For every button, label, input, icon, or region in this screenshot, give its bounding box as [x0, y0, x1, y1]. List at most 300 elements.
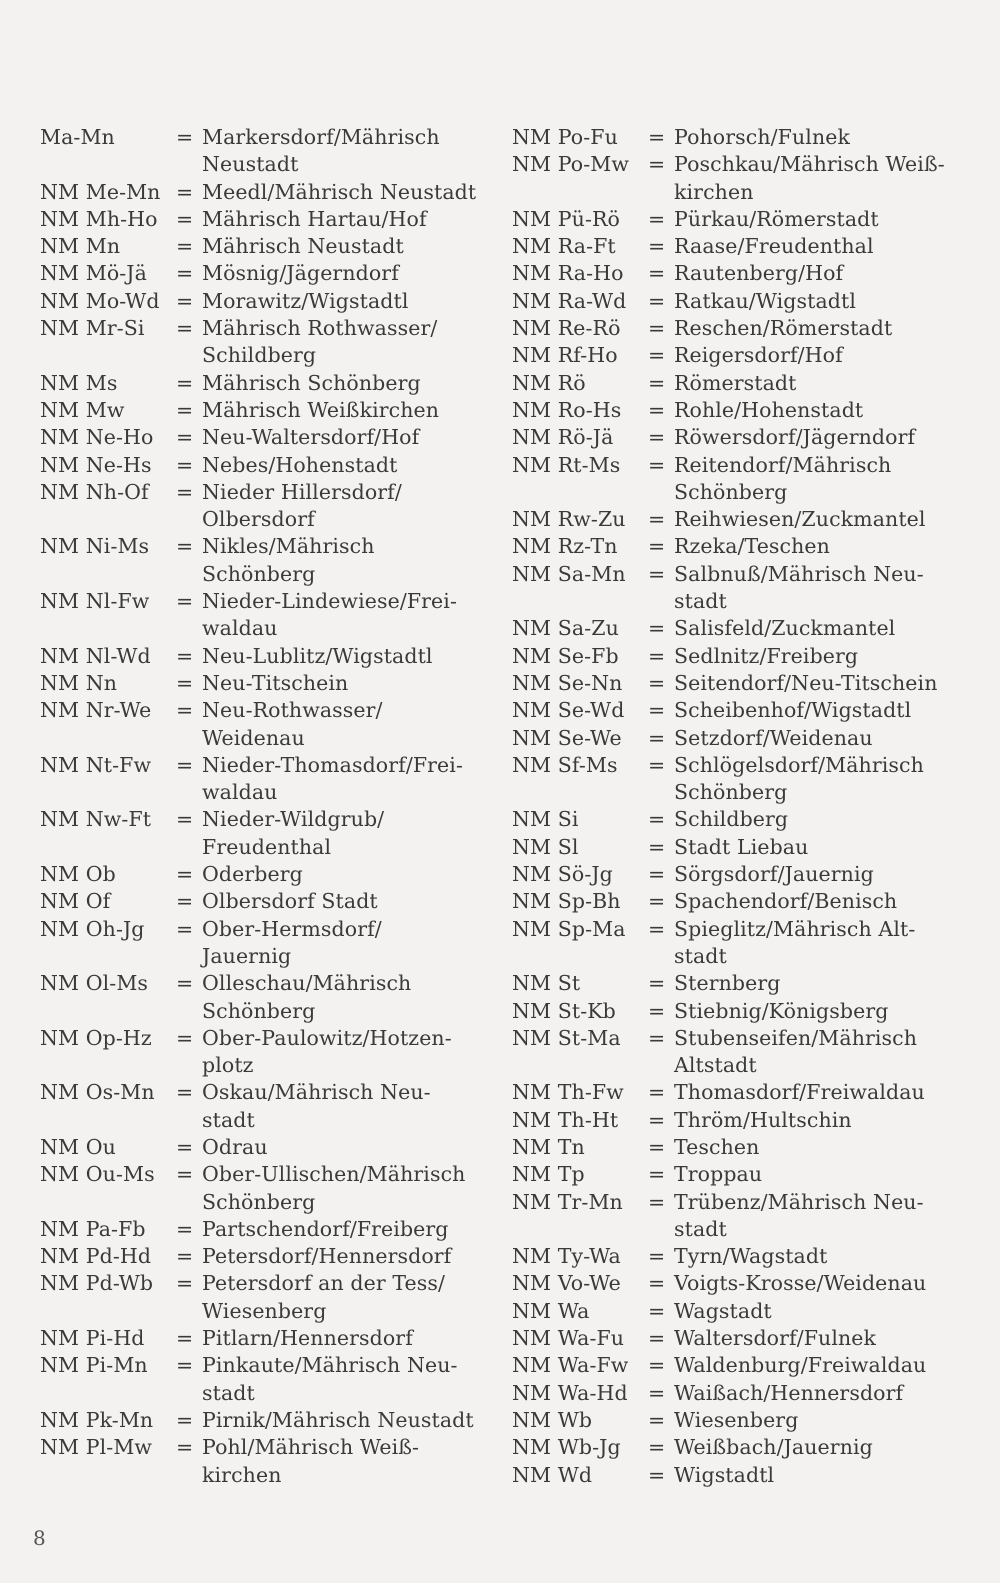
abbreviation-code: NM Th-Fw	[512, 1080, 624, 1105]
place-name-line: Reihwiesen/Zuckmantel	[674, 507, 926, 532]
abbreviation-code: NM Mr-Si	[40, 316, 145, 341]
equals-sign: =	[176, 807, 194, 832]
abbreviation-code: NM Vo-We	[512, 1271, 621, 1296]
place-name-line: Mährisch Neustadt	[202, 234, 404, 259]
place-name-line: Wigstadtl	[674, 1462, 775, 1487]
place-name	[202, 370, 490, 397]
equals-sign: =	[176, 1353, 194, 1378]
place-name	[674, 1107, 962, 1134]
abbreviation-code: NM Ne-Hs	[40, 452, 152, 477]
abbreviation-code: NM Nl-Wd	[40, 643, 151, 668]
place-name-line: Spieglitz/Mährisch Alt-	[674, 916, 916, 941]
abbreviation-entry	[512, 1298, 962, 1325]
abbreviation-code: NM Op-Hz	[40, 1025, 152, 1050]
place-name-line: Waißach/Hennersdorf	[674, 1380, 904, 1405]
place-name-line: Trübenz/Mährisch Neu-	[674, 1189, 924, 1214]
abbreviation-entry	[40, 670, 490, 697]
place-name	[202, 1134, 490, 1161]
abbreviation-code: NM Wb-Jg	[512, 1435, 621, 1460]
place-name	[674, 1407, 962, 1434]
place-name-line: stadt	[674, 589, 727, 614]
place-name	[674, 561, 962, 616]
abbreviation-entry	[512, 370, 962, 397]
equals-sign: =	[648, 234, 666, 259]
equals-sign: =	[176, 1435, 194, 1460]
place-name-line: Schönberg	[674, 780, 788, 805]
place-name	[202, 124, 490, 179]
abbreviation-code: NM Nw-Ft	[40, 807, 152, 832]
equals-sign: =	[648, 125, 666, 149]
equals-sign: =	[176, 862, 194, 887]
equals-sign: =	[648, 1080, 666, 1105]
equals-sign: =	[648, 425, 666, 450]
abbreviation-entry	[40, 1216, 490, 1243]
place-name-line: Sternberg	[674, 971, 781, 996]
abbreviation-entry	[512, 725, 962, 752]
equals-sign: =	[648, 1189, 666, 1214]
place-name-line: Schlögelsdorf/Mährisch	[674, 752, 924, 777]
place-name	[202, 588, 490, 643]
abbreviation-entry	[512, 1243, 962, 1270]
place-name	[674, 1380, 962, 1407]
equals-sign: =	[176, 1134, 194, 1159]
place-name	[674, 506, 962, 533]
abbreviation-code: NM Wa-Fu	[512, 1326, 625, 1351]
place-name-line: waldau	[202, 616, 278, 641]
abbreviation-entry	[40, 861, 490, 888]
page-number: 8	[33, 1526, 46, 1550]
equals-sign: =	[176, 288, 194, 313]
abbreviation-entry	[40, 424, 490, 451]
equals-sign: =	[648, 725, 666, 750]
abbreviation-entry	[512, 315, 962, 342]
abbreviation-entry	[512, 533, 962, 560]
equals-sign: =	[176, 370, 194, 395]
abbreviation-entry	[40, 260, 490, 287]
place-name	[674, 151, 962, 206]
equals-sign: =	[176, 752, 194, 777]
equals-sign: =	[176, 452, 194, 477]
place-name-line: Partschendorf/Freiberg	[202, 1216, 449, 1241]
equals-sign: =	[176, 1025, 194, 1050]
equals-sign: =	[176, 1216, 194, 1241]
place-name-line: Mährisch Rothwasser/	[202, 316, 438, 341]
place-name-line: plotz	[202, 1053, 254, 1078]
abbreviation-code: NM Sa-Mn	[512, 561, 626, 586]
place-name	[674, 533, 962, 560]
abbreviation-entry	[512, 752, 962, 807]
place-name-line: Mösnig/Jägerndorf	[202, 261, 399, 286]
abbreviation-code: NM Se-Fb	[512, 643, 619, 668]
abbreviation-entry	[40, 179, 490, 206]
place-name	[202, 1325, 490, 1352]
place-name-line: Pohl/Mährisch Weiß-	[202, 1435, 420, 1460]
abbreviation-code: NM Pi-Mn	[40, 1353, 148, 1378]
equals-sign: =	[176, 534, 194, 559]
place-name-line: Nikles/Mährisch	[202, 534, 375, 559]
place-name-line: Meedl/Mährisch Neustadt	[202, 179, 477, 204]
abbreviation-code: NM Ra-Ho	[512, 261, 624, 286]
place-name	[674, 260, 962, 287]
place-name-line: Nieder-Lindewiese/Frei-	[202, 589, 457, 614]
abbreviation-entry	[40, 888, 490, 915]
place-name	[674, 206, 962, 233]
abbreviation-entry	[512, 806, 962, 833]
place-name	[674, 670, 962, 697]
place-name	[674, 752, 962, 807]
abbreviation-code: NM Ni-Ms	[40, 534, 150, 559]
abbreviation-entry	[40, 124, 490, 179]
abbreviation-entry	[40, 1325, 490, 1352]
abbreviation-entry	[40, 1407, 490, 1434]
abbreviation-entry	[40, 1243, 490, 1270]
abbreviation-code: NM Se-We	[512, 725, 622, 750]
abbreviation-entry	[40, 643, 490, 670]
place-name-line: Nieder-Wildgrub/	[202, 807, 385, 832]
place-name	[202, 970, 490, 1025]
abbreviation-entry	[40, 370, 490, 397]
abbreviation-code: NM Tn	[512, 1134, 585, 1159]
abbreviation-code: NM Mo-Wd	[40, 288, 160, 313]
equals-sign: =	[648, 752, 666, 777]
equals-sign: =	[176, 397, 194, 422]
abbreviation-code: NM Sf-Ms	[512, 752, 618, 777]
place-name-line: Wiesenberg	[202, 1298, 327, 1323]
abbreviation-code: NM Os-Mn	[40, 1080, 155, 1105]
abbreviation-entry	[512, 1434, 962, 1461]
abbreviation-entry	[512, 643, 962, 670]
abbreviation-entry	[40, 233, 490, 260]
place-name-line: Neu-Lublitz/Wigstadtl	[202, 643, 433, 668]
place-name-line: Oderberg	[202, 862, 303, 887]
place-name-line: Schönberg	[202, 561, 316, 586]
equals-sign: =	[176, 1271, 194, 1296]
abbreviation-code: NM Mö-Jä	[40, 261, 147, 286]
abbreviation-entry	[40, 452, 490, 479]
abbreviation-entry	[512, 1325, 962, 1352]
abbreviation-entry	[40, 533, 490, 588]
equals-sign: =	[176, 643, 194, 668]
abbreviation-code: NM Pi-Hd	[40, 1326, 145, 1351]
place-name-line: Nieder-Thomasdorf/Frei-	[202, 752, 463, 777]
equals-sign: =	[176, 261, 194, 286]
place-name	[674, 888, 962, 915]
abbreviation-code: NM Sl	[512, 834, 579, 859]
place-name	[202, 888, 490, 915]
place-name-line: Raase/Freudenthal	[674, 234, 874, 259]
place-name	[674, 1134, 962, 1161]
place-name-line: Neu-Titschein	[202, 670, 349, 695]
abbreviation-entry	[40, 1025, 490, 1080]
equals-sign: =	[176, 1326, 194, 1351]
abbreviation-entry	[512, 888, 962, 915]
equals-sign: =	[648, 1380, 666, 1405]
abbreviation-entry	[512, 861, 962, 888]
place-name	[674, 916, 962, 971]
abbreviation-code: NM Pd-Wb	[40, 1271, 154, 1296]
place-name-line: Pitlarn/Hennersdorf	[202, 1326, 413, 1351]
place-name	[202, 315, 490, 370]
place-name-line: Schildberg	[202, 343, 317, 368]
place-name	[674, 288, 962, 315]
equals-sign: =	[648, 1298, 666, 1323]
abbreviation-entry	[512, 670, 962, 697]
place-name-line: Weißbach/Jauernig	[674, 1435, 873, 1460]
place-name-line: Wiesenberg	[674, 1407, 799, 1432]
place-name	[202, 397, 490, 424]
abbreviation-entry	[40, 1270, 490, 1325]
abbreviation-code: NM Nl-Fw	[40, 589, 150, 614]
equals-sign: =	[648, 316, 666, 341]
equals-sign: =	[648, 862, 666, 887]
equals-sign: =	[176, 698, 194, 723]
place-name-line: Scheibenhof/Wigstadtl	[674, 698, 912, 723]
abbreviation-code: NM Th-Ht	[512, 1107, 619, 1132]
abbreviation-code: NM Sa-Zu	[512, 616, 619, 641]
abbreviation-code: NM Ra-Ft	[512, 234, 616, 259]
place-name-line: Troppau	[674, 1162, 763, 1187]
place-name-line: Röwersdorf/Jägerndorf	[674, 425, 916, 450]
abbreviation-entry	[512, 1079, 962, 1106]
equals-sign: =	[648, 889, 666, 914]
abbreviation-code: NM Po-Mw	[512, 152, 630, 177]
place-name-line: Schildberg	[674, 807, 789, 832]
place-name-line: Petersdorf/Hennersdorf	[202, 1244, 452, 1269]
abbreviation-code: NM Tr-Mn	[512, 1189, 623, 1214]
abbreviation-code: NM Rt-Ms	[512, 452, 621, 477]
equals-sign: =	[648, 1107, 666, 1132]
place-name-line: Olbersdorf Stadt	[202, 889, 378, 914]
place-name-line: Poschkau/Mährisch Weiß-	[674, 152, 945, 177]
abbreviation-entry	[40, 916, 490, 971]
place-name-line: Salisfeld/Zuckmantel	[674, 616, 896, 641]
equals-sign: =	[648, 807, 666, 832]
place-name-line: waldau	[202, 780, 278, 805]
place-name	[202, 1352, 490, 1407]
abbreviation-code: NM St	[512, 971, 581, 996]
abbreviation-entry	[512, 424, 962, 451]
abbreviation-code: NM St-Ma	[512, 1025, 621, 1050]
place-name	[202, 697, 490, 752]
place-name	[202, 452, 490, 479]
place-name-line: Sörgsdorf/Jauernig	[674, 862, 874, 887]
place-name	[674, 1298, 962, 1325]
place-name-line: Oskau/Mährisch Neu-	[202, 1080, 431, 1105]
place-name	[202, 1161, 490, 1216]
place-name-line: Ober-Hermsdorf/	[202, 916, 382, 941]
abbreviation-code: NM Rz-Tn	[512, 534, 618, 559]
place-name-line: Schönberg	[674, 479, 788, 504]
equals-sign: =	[648, 670, 666, 695]
abbreviation-code: NM Wd	[512, 1462, 593, 1487]
abbreviation-entry	[512, 1161, 962, 1188]
place-name-line: Tyrn/Wagstadt	[674, 1244, 828, 1269]
abbreviation-entry	[512, 916, 962, 971]
place-name	[674, 124, 962, 151]
abbreviation-entry	[40, 206, 490, 233]
place-name	[674, 643, 962, 670]
right-column	[512, 124, 962, 1489]
abbreviation-code: NM Tp	[512, 1162, 585, 1187]
place-name-line: Sedlnitz/Freiberg	[674, 643, 859, 668]
place-name	[674, 315, 962, 342]
place-name	[674, 1462, 962, 1489]
equals-sign: =	[176, 1244, 194, 1269]
place-name-line: Ober-Paulowitz/Hotzen-	[202, 1025, 452, 1050]
abbreviation-code: NM St-Kb	[512, 998, 616, 1023]
place-name-line: Weidenau	[202, 725, 305, 750]
equals-sign: =	[176, 1407, 194, 1432]
equals-sign: =	[176, 670, 194, 695]
abbreviation-entry	[40, 479, 490, 534]
place-name-line: Mährisch Schönberg	[202, 370, 421, 395]
equals-sign: =	[648, 1353, 666, 1378]
abbreviation-code: Ma-Mn	[40, 125, 115, 149]
place-name-line: Waltersdorf/Fulnek	[674, 1326, 877, 1351]
abbreviation-entry	[512, 288, 962, 315]
abbreviation-entry	[512, 1189, 962, 1244]
equals-sign: =	[648, 261, 666, 286]
abbreviation-entry	[40, 1434, 490, 1489]
abbreviation-code: NM Ms	[40, 370, 118, 395]
place-name	[202, 1243, 490, 1270]
abbreviation-entry	[512, 506, 962, 533]
place-name	[202, 288, 490, 315]
abbreviation-entry	[512, 1352, 962, 1379]
equals-sign: =	[648, 616, 666, 641]
place-name-line: Voigts-Krosse/Weidenau	[674, 1271, 927, 1296]
place-name-line: Nieder Hillersdorf/	[202, 479, 402, 504]
place-name	[202, 806, 490, 861]
abbreviation-entry	[40, 970, 490, 1025]
place-name	[202, 916, 490, 971]
place-name-line: Nebes/Hohenstadt	[202, 452, 398, 477]
abbreviation-entry	[512, 206, 962, 233]
place-name-line: Mährisch Weißkirchen	[202, 397, 440, 422]
place-name	[674, 1189, 962, 1244]
equals-sign: =	[176, 206, 194, 231]
place-name-line: Rautenberg/Hof	[674, 261, 844, 286]
abbreviation-code: NM Rf-Ho	[512, 343, 618, 368]
equals-sign: =	[176, 479, 194, 504]
place-name-line: kirchen	[202, 1462, 282, 1487]
abbreviation-code: NM Pd-Hd	[40, 1244, 152, 1269]
place-name-line: Schönberg	[202, 998, 316, 1023]
abbreviation-code: NM Mn	[40, 234, 121, 259]
abbreviation-code: NM Pk-Mn	[40, 1407, 154, 1432]
place-name	[674, 452, 962, 507]
place-name-line: Rzeka/Teschen	[674, 534, 830, 559]
place-name-line: Mährisch Hartau/Hof	[202, 206, 427, 231]
place-name-line: Ober-Ullischen/Mährisch	[202, 1162, 466, 1187]
equals-sign: =	[648, 1244, 666, 1269]
place-name-line: Ratkau/Wigstadtl	[674, 288, 857, 313]
place-name-line: Seitendorf/Neu-Titschein	[674, 670, 938, 695]
place-name	[202, 670, 490, 697]
equals-sign: =	[648, 152, 666, 177]
equals-sign: =	[648, 343, 666, 368]
abbreviation-code: NM Pl-Mw	[40, 1435, 153, 1460]
abbreviation-code: NM Me-Mn	[40, 179, 161, 204]
abbreviation-code: NM Ou	[40, 1134, 116, 1159]
place-name	[202, 1025, 490, 1080]
abbreviation-entry	[512, 397, 962, 424]
place-name-line: Markersdorf/Mährisch	[202, 125, 440, 149]
equals-sign: =	[176, 125, 194, 149]
place-name-line: Thomasdorf/Freiwaldau	[674, 1080, 925, 1105]
place-name	[202, 233, 490, 260]
place-name-line: Neustadt	[202, 152, 299, 177]
equals-sign: =	[648, 834, 666, 859]
place-name	[674, 342, 962, 369]
equals-sign: =	[648, 534, 666, 559]
abbreviation-code: NM Nn	[40, 670, 118, 695]
place-name	[674, 725, 962, 752]
place-name-line: Odrau	[202, 1134, 268, 1159]
place-name	[202, 533, 490, 588]
place-name-line: Waldenburg/Freiwaldau	[674, 1353, 927, 1378]
place-name	[674, 233, 962, 260]
place-name-line: Jauernig	[202, 943, 292, 968]
abbreviation-entry	[512, 151, 962, 206]
abbreviation-entry	[40, 397, 490, 424]
place-name	[674, 1161, 962, 1188]
abbreviation-entry	[40, 1134, 490, 1161]
place-name-line: Neu-Rothwasser/	[202, 698, 383, 723]
equals-sign: =	[648, 1435, 666, 1460]
place-name	[202, 479, 490, 534]
place-name	[674, 1025, 962, 1080]
equals-sign: =	[648, 288, 666, 313]
abbreviation-code: NM Po-Fu	[512, 125, 618, 149]
abbreviation-code: NM Rö	[512, 370, 586, 395]
abbreviation-code: NM Nh-Of	[40, 479, 149, 504]
place-name	[674, 970, 962, 997]
abbreviation-entry	[512, 1270, 962, 1297]
abbreviation-entry	[512, 834, 962, 861]
place-name	[202, 1216, 490, 1243]
place-name-line: Reschen/Römerstadt	[674, 316, 893, 341]
place-name	[674, 1079, 962, 1106]
abbreviation-entry	[40, 697, 490, 752]
equals-sign: =	[648, 206, 666, 231]
abbreviation-entry	[40, 315, 490, 370]
abbreviation-entry	[512, 1134, 962, 1161]
abbreviation-entry	[512, 1025, 962, 1080]
equals-sign: =	[648, 370, 666, 395]
abbreviation-code: NM Pa-Fb	[40, 1216, 146, 1241]
place-name	[202, 1407, 490, 1434]
place-name-line: stadt	[674, 1216, 727, 1241]
abbreviation-code: NM Mh-Ho	[40, 206, 158, 231]
abbreviation-entry	[512, 233, 962, 260]
equals-sign: =	[648, 1326, 666, 1351]
place-name	[674, 370, 962, 397]
place-name	[674, 697, 962, 724]
equals-sign: =	[176, 425, 194, 450]
abbreviation-code: NM Rö-Jä	[512, 425, 614, 450]
equals-sign: =	[648, 643, 666, 668]
abbreviation-code: NM Ne-Ho	[40, 425, 154, 450]
place-name-line: Pinkaute/Mährisch Neu-	[202, 1353, 458, 1378]
place-name	[674, 1270, 962, 1297]
place-name-line: Petersdorf an der Tess/	[202, 1271, 446, 1296]
abbreviation-entry	[40, 1079, 490, 1134]
equals-sign: =	[176, 971, 194, 996]
abbreviation-code: NM Pü-Rö	[512, 206, 620, 231]
place-name	[674, 998, 962, 1025]
abbreviation-entry	[512, 260, 962, 287]
